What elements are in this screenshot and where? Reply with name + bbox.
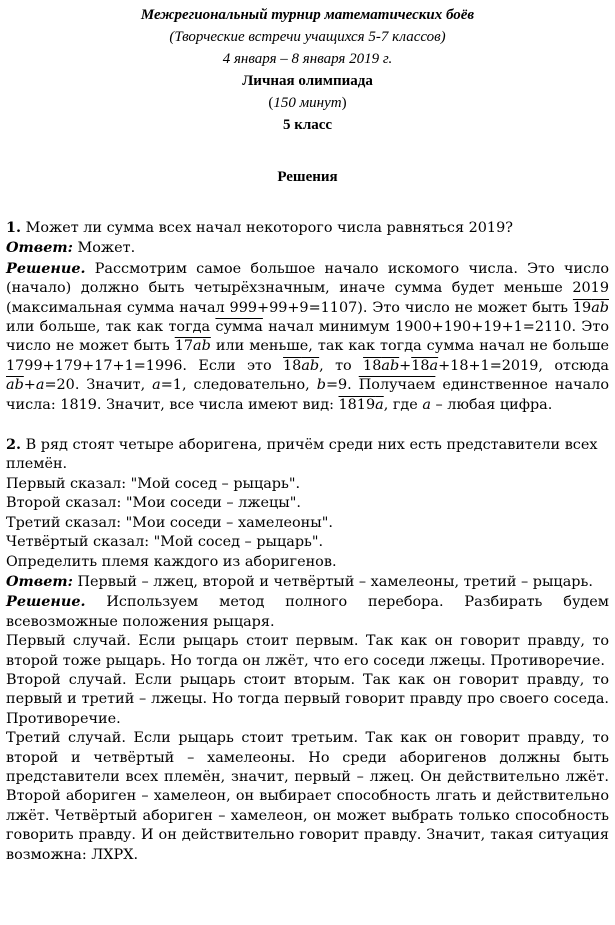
tournament-title: Межрегиональный турнир математических боёв [140,7,475,23]
overline-digits: 18 [363,357,382,374]
problem-2-solution [6,592,609,632]
overline-vars: $\overline{ab}$ [6,377,24,394]
solution-text: =1, следовательно, [160,377,317,394]
overline-digits: 19 [572,299,592,316]
problem-2-number: 2. [6,436,22,454]
solution-text: , то [319,357,364,374]
problem-2 [6,435,609,865]
overline-number [363,358,399,374]
problem-1-question-text: Может ли сумма всех начал некоторого числа равняться 2019? [21,220,513,236]
spacer [6,415,609,435]
solution-label: Решение. [6,259,86,277]
variable: a [152,377,161,394]
variable: a [35,377,45,394]
duration-close-paren: ) [341,95,347,111]
overline-digits: 1819 [338,396,376,413]
solution-text: +18+1=2019, отсюда [438,357,609,374]
overline-number [283,358,319,374]
overline-vars: ab [591,299,609,316]
spacer [6,188,609,218]
overline-number [175,338,211,354]
solution-text: =9. [325,377,359,394]
overline-number [573,300,609,316]
overline-number [411,358,438,374]
tournament-subtitle: (Творческие встречи учащихся 5-7 классов) [169,29,446,45]
solution-label: Решение. [6,593,86,611]
answer-label: Ответ: [6,572,73,590]
statement-4: Четвёртый сказал: "Мой сосед – рыцарь". [6,534,324,551]
variable: a [422,396,431,413]
answer-text: Может. [72,240,136,257]
overline-digits: 18 [411,357,430,374]
overline-vars: ab [193,338,211,355]
solution-text: =20. Значит, [44,377,153,394]
overline-word: сумма [215,319,263,336]
solutions-title: Решения [277,169,338,185]
spacer [6,136,609,166]
overline-vars: ab [381,357,400,374]
solution-text: или больше, так как тогда [6,319,216,336]
problem-1-question [6,218,609,238]
statement-2: Второй сказал: "Мои соседи – лжецы". [6,495,301,512]
solution-text: Рассмотрим самое большое начало искомого числа. Это число (начало) должно быть четырёхзначным, иначе сумма будет меньше 2019 (максимальная сумма начал 999+99+9=1107). Это число не может быть [6,260,609,316]
solution-text: + [399,357,412,374]
duration-value: 150 минут [273,95,342,111]
solution-text: – любая цифра. [430,396,553,413]
overline-digits: 18 [283,357,302,374]
answer-label: Ответ: [6,239,73,257]
case-3: Третий случай. Если рыцарь стоит третьим. Так как он говорит правду, то второй и четвёртый – хамелеоны. Но среди аборигенов должны быть представители всех племён, значит, первый – лжец. Он действительно лжёт. Второй абориген – хамелеон, он выбирает способность лгать и действительно лжёт. Четвёртый абориген – хамелеон, он может выбрать только способность говорить правду. И он действительно говорит правду. Значит, такая ситуация возможна: ЛХРХ. [6,730,609,863]
statement-3: Третий сказал: "Мои соседи – хамелеоны". [6,514,333,531]
problem-2-task: Определить племя каждого из аборигенов. [6,553,337,570]
overline-number [339,397,384,413]
solution-text: , где [383,396,423,413]
overline-vars: ab [301,357,320,374]
problem-2-question-text: В ряд стоят четыре аборигена, причём среди них есть представители всех племён. [6,437,598,473]
olympiad-duration [6,92,609,114]
overline-vars: a [429,357,439,374]
statement-1: Первый сказал: "Мой сосед – рыцарь". [6,475,301,492]
overline-word: Получаем [358,377,436,394]
problem-2-answer [6,572,609,592]
solution-text: + [23,377,36,394]
tournament-dates: 4 января – 8 января 2019 г. [222,51,393,67]
solution-text: начал минимум 1900+190+19+1=2110. Это число не может быть [6,319,609,355]
variable: b [316,377,326,394]
answer-text: Первый – лжец, второй и четвёртый – хамелеоны, третий – рыцарь. [72,573,593,590]
problem-1-answer [6,238,609,258]
olympiad-title: Личная олимпиада [242,73,373,89]
solution-text: или меньше, так как тогда сумма начал не больше 1799+179+17+1=1996. Если это [6,338,609,374]
overline-digits: 17 [174,338,194,355]
grade-title: 5 класс [282,117,333,133]
problem-1-number: 1. [6,219,22,236]
case-1: Первый случай. Если рыцарь стоит первым. Так как он говорит правду, то второй тоже рыцарь. Но тогда он лжёт, что его соседи лжецы. Противоречие. [6,633,609,669]
solution-intro: Используем метод полного перебора. Разбирать будем всевозможные положения рыцаря. [6,594,609,630]
problem-1-solution [6,259,609,415]
case-2: Второй случай. Если рыцарь стоит вторым. Так как он говорит правду, то первый и третий – лжецы. Но тогда первый говорит правду про своего соседа. Противоречие. [6,671,609,727]
problem-1 [6,218,609,415]
problem-2-question [6,435,609,475]
solution-text: единственное начало числа: 1819. Значит, все числа имеют вид: [6,377,609,413]
duration-open-paren: ( [268,95,274,111]
overline-vars: a [375,396,384,413]
